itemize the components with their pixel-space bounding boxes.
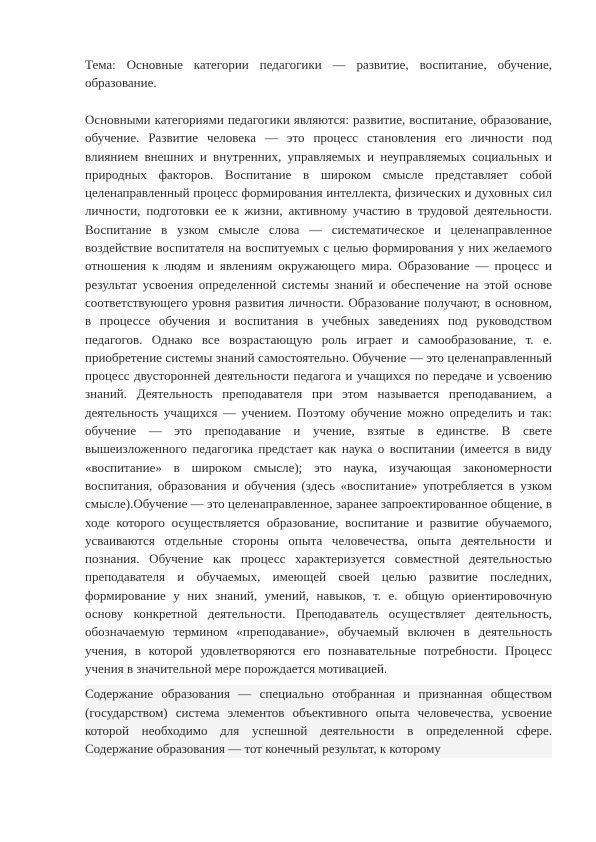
document-title: Тема: Основные категории педагогики — развитие, воспитание, обучение, образование. bbox=[85, 57, 552, 90]
body-paragraph-categories: Основными категориями педагогики являются: развитие, воспитание, образование, обучение. Развитие человека — это процесс становления его личности под влиянием внешних и внутренних, управляемых и неуправляемых социальных и природных факторов. Воспитание в широком смысле представляет собой целенаправленный процесс формирования интеллекта, физических и духовных сил личности, подготовки ее к жизни, активному участию в трудовой деятельности. Воспитание в узком смысле слова — систематическое и целенаправленное воздействие воспитателя на воспитуемых с целью формирования у них желаемого отношения к людям и явлениям окружающего мира. Образование — процесс и результат усвоения определенной системы знаний и обеспечение на этой основе соответствующего уровня развития личности. Образование получают, в основном, в процессе обучения и воспитания в учебных заведениях под руководством педагогов. Однако все возрастающую роль играет и самообразование, т. е. приобретение системы знаний самостоятельно. Обучение — это целенаправленный процесс двусторонней деятельности педагога и учащихся по передаче и усвоению знаний. Деятельность преподавателя при этом называется преподаванием, а деятельность учащихся — учением. Поэтому обучение можно определить и так: обучение — это преподавание и учение, взятые в единстве. В свете вышеизложенного педагогика предстает как наука о воспитании (имеется в виду «воспитание» в широком смысле); это наука, изучающая закономерности воспитания, образования и обучения (здесь «воспитание» употребляется в узком смысле).Обучение — это целенаправленное, заранее запроектированное общение, в ходе которого осуществляется образование, воспитание и развитие обучаемого, усваиваются отдельные стороны опыта человечества, опыта деятельности и познания. Обучение как процесс характеризуется совместной деятельностью преподавателя и обучаемых, имеющей своей целью развитие последних, формирование у них знаний, умений, навыков, т. е. общую ориентировочную основу конкретной деятельности. Преподаватель осуществляет деятельность, обозначаемую термином «преподавание», обучаемый включен в деятельность учения, в которой удовлетворяются его познавательные потребности. Процесс учения в значительной мере порождается мотивацией. bbox=[85, 112, 552, 676]
body-paragraph-education-content: Содержание образования — специально отобранная и признанная обществом (государством) система элементов объективного опыта человечества, усвоение которой необходимо для успешной деятельности в определенной сфере. Содержание образования — тот конечный результат, к которому bbox=[85, 685, 552, 758]
